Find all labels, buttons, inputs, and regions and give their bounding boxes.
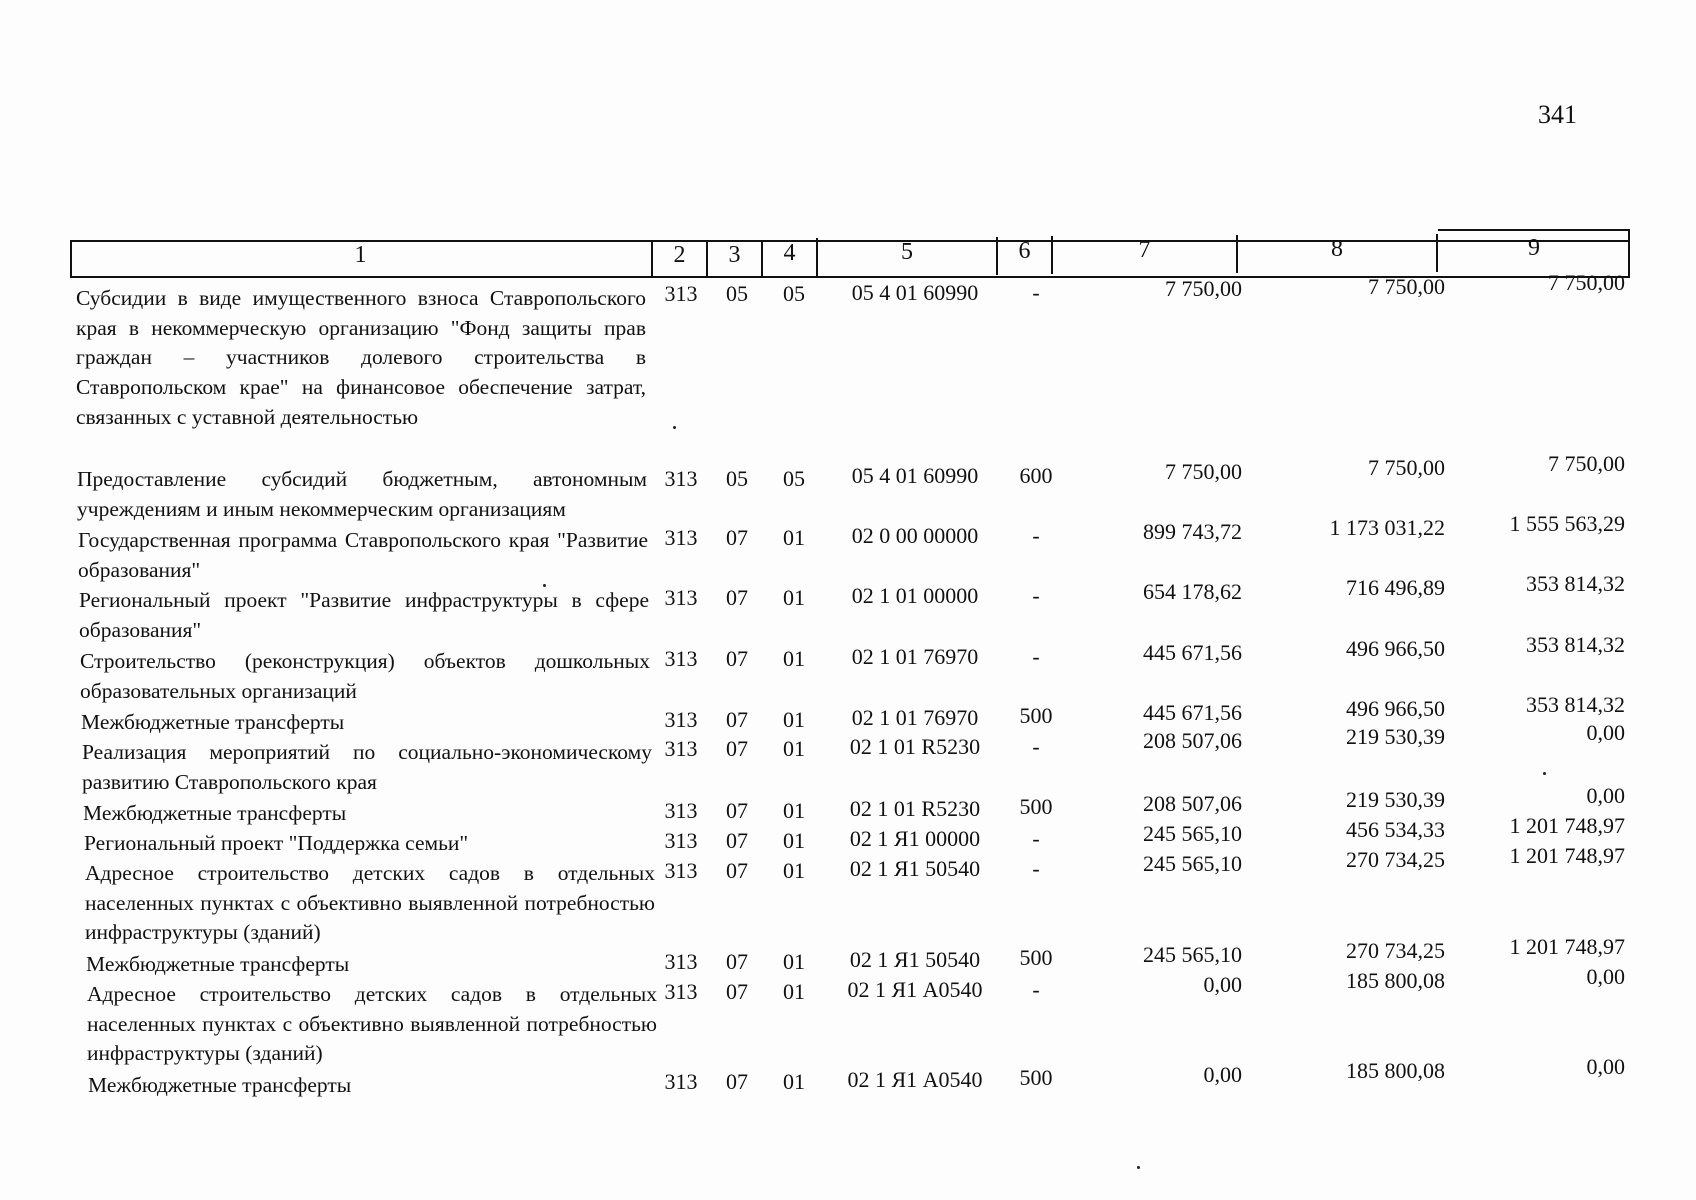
header-col-5: 5 (818, 237, 998, 275)
cell-admin-code: 313 (664, 736, 698, 761)
scan-speck (543, 584, 546, 587)
cell-admin-code: 313 (664, 1069, 698, 1094)
cell-admin-code: 313 (664, 585, 698, 610)
cell-amount-year-1: 245 565,10 (1143, 851, 1242, 876)
cell-amount-year-2: 496 966,50 (1346, 636, 1445, 661)
cell-amount-year-3: 353 814,32 (1526, 692, 1625, 717)
row-description: Предоставление субсидий бюджетным, автономным учреждениям и иным некоммерческим организациям (77, 467, 647, 521)
cell-amount-year-1: 0,00 (1203, 972, 1242, 997)
cell-admin-code: 313 (664, 949, 698, 974)
cell-target-article: 02 1 01 R5230 (849, 734, 981, 759)
cell-expense-type: - (1032, 826, 1040, 851)
cell-expense-type: 500 (1019, 945, 1053, 970)
cell-target-article: 02 1 01 00000 (851, 583, 979, 608)
cell-amount-year-2: 716 496,89 (1346, 575, 1445, 600)
row-description: Строительство (реконструкция) объектов дошкольных образовательных организаций (80, 649, 650, 703)
cell-target-article: 02 0 00 00000 (851, 523, 979, 548)
page-number: 341 (1538, 100, 1577, 129)
cell-amount-year-1: 445 671,56 (1143, 640, 1242, 665)
cell-subsection: 01 (783, 525, 805, 550)
cell-subsection: 05 (783, 281, 805, 306)
cell-subsection: 01 (783, 979, 805, 1004)
cell-subsection: 01 (783, 949, 805, 974)
cell-admin-code: 313 (664, 979, 698, 1004)
cell-section: 07 (726, 1069, 748, 1094)
scan-speck (1543, 772, 1546, 775)
cell-expense-type: 500 (1019, 1065, 1053, 1090)
cell-amount-year-3: 1 201 748,97 (1509, 934, 1625, 959)
scan-speck (1137, 1166, 1140, 1169)
cell-amount-year-1: 654 178,62 (1143, 579, 1242, 604)
cell-subsection: 01 (783, 828, 805, 853)
cell-admin-code: 313 (664, 828, 698, 853)
row-description: Государственная программа Ставропольского края "Развитие образования" (78, 528, 648, 582)
cell-subsection: 01 (783, 736, 805, 761)
cell-section: 05 (726, 466, 748, 491)
row-description: Межбюджетные трансферты (83, 801, 347, 825)
header-col-6: 6 (998, 236, 1053, 274)
cell-expense-type: - (1032, 523, 1040, 548)
cell-subsection: 01 (783, 646, 805, 671)
cell-target-article: 02 1 Я1 А0540 (847, 1067, 983, 1092)
cell-amount-year-3: 1 201 748,97 (1509, 813, 1625, 838)
cell-subsection: 01 (783, 858, 805, 883)
header-col-8: 8 (1238, 234, 1438, 272)
cell-target-article: 02 1 01 76970 (851, 705, 979, 730)
cell-target-article: 02 1 Я1 50540 (849, 947, 981, 972)
cell-amount-year-2: 270 734,25 (1346, 938, 1445, 963)
scan-speck (673, 426, 676, 429)
cell-amount-year-1: 245 565,10 (1143, 942, 1242, 967)
header-col-3: 3 (708, 240, 763, 278)
cell-amount-year-1: 245 565,10 (1143, 821, 1242, 846)
cell-amount-year-3: 1 201 748,97 (1509, 843, 1625, 868)
cell-section: 07 (726, 979, 748, 1004)
cell-subsection: 01 (783, 1069, 805, 1094)
cell-amount-year-1: 208 507,06 (1143, 728, 1242, 753)
cell-amount-year-2: 456 534,33 (1346, 817, 1445, 842)
cell-expense-type: - (1032, 977, 1040, 1002)
row-description: Субсидии в виде имущественного взноса Ставропольского края в некоммерческую организацию "Фонд защиты прав граждан – участников долевого строительства в Ставропольском крае" на финансовое обеспечение затрат, связанных с уставной деятельностью (76, 286, 646, 429)
cell-amount-year-1: 899 743,72 (1143, 519, 1242, 544)
cell-expense-type: 600 (1019, 463, 1053, 488)
row-description: Реализация мероприятий по социально-экономическому развитию Ставропольского края (82, 740, 652, 794)
cell-subsection: 05 (783, 466, 805, 491)
cell-expense-type: 500 (1019, 703, 1053, 728)
cell-section: 07 (726, 828, 748, 853)
cell-admin-code: 313 (664, 858, 698, 883)
cell-section: 07 (726, 798, 748, 823)
cell-expense-type: - (1032, 644, 1040, 669)
row-description: Межбюджетные трансферты (81, 710, 345, 734)
cell-amount-year-2: 219 530,39 (1346, 787, 1445, 812)
cell-amount-year-3: 1 555 563,29 (1509, 511, 1625, 536)
cell-amount-year-3: 7 750,00 (1548, 270, 1625, 295)
cell-section: 05 (726, 281, 748, 306)
cell-subsection: 01 (783, 798, 805, 823)
header-col-4: 4 (763, 238, 818, 276)
cell-target-article: 05 4 01 60990 (851, 463, 979, 488)
cell-target-article: 02 1 01 R5230 (849, 796, 981, 821)
header-col-7: 7 (1053, 235, 1238, 273)
cell-section: 07 (726, 949, 748, 974)
cell-amount-year-2: 270 734,25 (1346, 847, 1445, 872)
cell-amount-year-3: 0,00 (1586, 964, 1625, 989)
cell-amount-year-3: 353 814,32 (1526, 571, 1625, 596)
row-description: Межбюджетные трансферты (88, 1073, 352, 1097)
row-description: Адресное строительство детских садов в отдельных населенных пунктах с объективно выявленной потребностью инфраструктуры (зданий) (87, 982, 657, 1066)
cell-admin-code: 313 (664, 707, 698, 732)
cell-expense-type: - (1032, 856, 1040, 881)
cell-admin-code: 313 (664, 281, 698, 306)
cell-admin-code: 313 (664, 466, 698, 491)
cell-amount-year-3: 0,00 (1586, 720, 1625, 745)
cell-amount-year-3: 0,00 (1586, 1054, 1625, 1079)
cell-section: 07 (726, 585, 748, 610)
cell-subsection: 01 (783, 585, 805, 610)
cell-admin-code: 313 (664, 525, 698, 550)
cell-expense-type: 500 (1019, 794, 1053, 819)
cell-amount-year-3: 0,00 (1586, 783, 1625, 808)
cell-amount-year-2: 185 800,08 (1346, 968, 1445, 993)
cell-section: 07 (726, 525, 748, 550)
cell-target-article: 02 1 Я1 А0540 (847, 977, 983, 1002)
row-description: Региональный проект "Развитие инфраструктуры в сфере образования" (79, 588, 649, 642)
cell-subsection: 01 (783, 707, 805, 732)
row-description: Межбюджетные трансферты (86, 952, 350, 976)
row-description: Региональный проект "Поддержка семьи" (84, 831, 469, 855)
cell-section: 07 (726, 736, 748, 761)
cell-amount-year-2: 7 750,00 (1368, 455, 1445, 480)
cell-amount-year-1: 7 750,00 (1165, 276, 1242, 301)
cell-amount-year-2: 1 173 031,22 (1329, 515, 1445, 540)
cell-amount-year-2: 219 530,39 (1346, 724, 1445, 749)
cell-amount-year-1: 208 507,06 (1143, 791, 1242, 816)
header-col-2: 2 (653, 240, 708, 278)
cell-target-article: 05 4 01 60990 (851, 280, 979, 305)
cell-section: 07 (726, 858, 748, 883)
cell-expense-type: - (1032, 280, 1040, 305)
cell-admin-code: 313 (664, 646, 698, 671)
cell-admin-code: 313 (664, 798, 698, 823)
cell-amount-year-3: 353 814,32 (1526, 632, 1625, 657)
cell-amount-year-2: 185 800,08 (1346, 1058, 1445, 1083)
cell-amount-year-1: 445 671,56 (1143, 700, 1242, 725)
cell-expense-type: - (1032, 734, 1040, 759)
cell-amount-year-1: 7 750,00 (1165, 459, 1242, 484)
header-col-1: 1 (70, 240, 653, 278)
cell-target-article: 02 1 Я1 50540 (849, 856, 981, 881)
cell-amount-year-2: 496 966,50 (1346, 696, 1445, 721)
cell-amount-year-2: 7 750,00 (1368, 274, 1445, 299)
cell-target-article: 02 1 01 76970 (851, 644, 979, 669)
cell-amount-year-1: 0,00 (1203, 1062, 1242, 1087)
cell-expense-type: - (1032, 583, 1040, 608)
cell-section: 07 (726, 707, 748, 732)
cell-target-article: 02 1 Я1 00000 (849, 826, 981, 851)
header-col-9: 9 (1528, 235, 1540, 261)
cell-amount-year-3: 7 750,00 (1548, 451, 1625, 476)
cell-section: 07 (726, 646, 748, 671)
row-description: Адресное строительство детских садов в отдельных населенных пунктах с объективно выявленной потребностью инфраструктуры (зданий) (85, 861, 655, 945)
